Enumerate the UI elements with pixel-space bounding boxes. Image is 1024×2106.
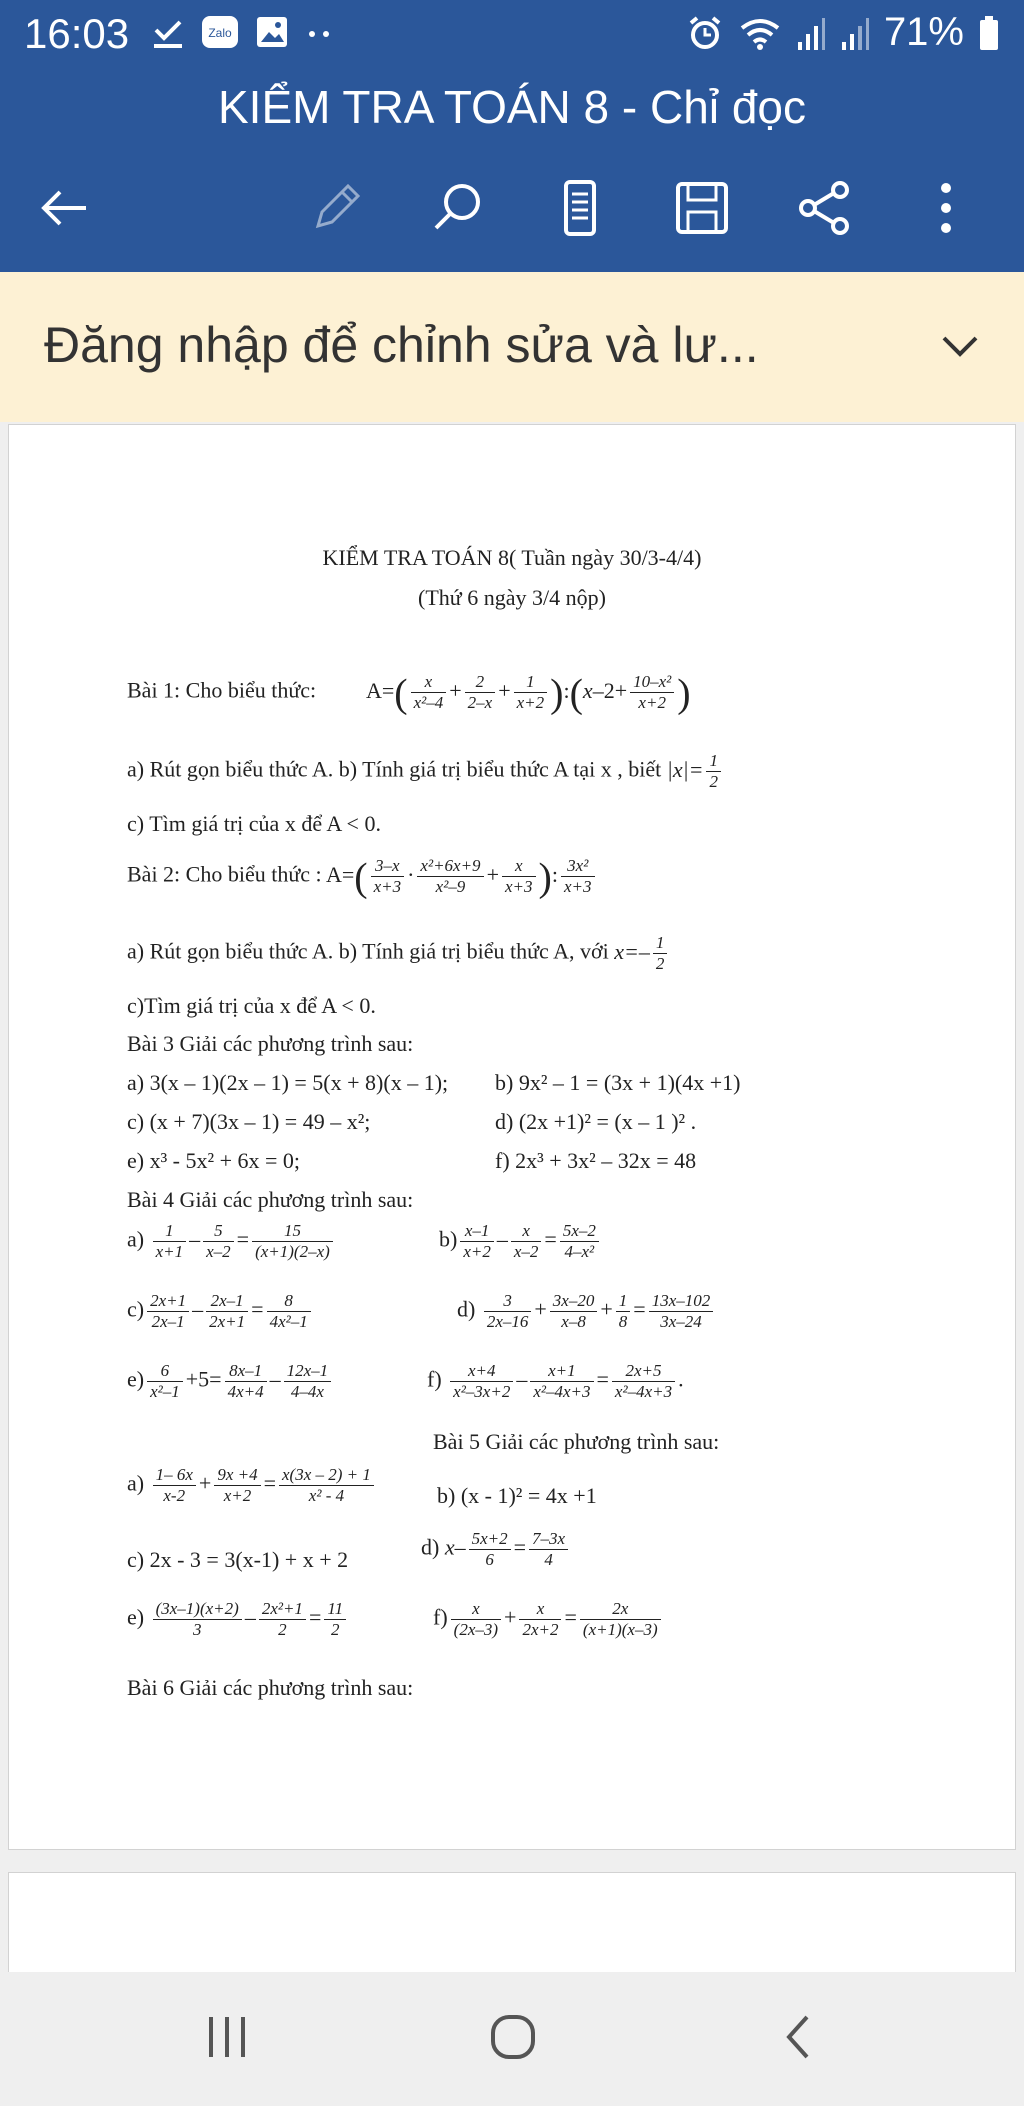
chevron-down-icon[interactable] (930, 316, 990, 376)
doc-subtitle: (Thứ 6 ngày 3/4 nộp) (418, 585, 606, 610)
more-notifications-icon (304, 14, 334, 50)
toolbar (0, 160, 1024, 252)
reading-view-button[interactable] (544, 172, 616, 244)
bai1-ab (127, 751, 724, 792)
search-button[interactable] (422, 172, 494, 244)
bai3-title: Bài 3 Giải các phương trình sau: (127, 1031, 414, 1056)
status-bar (0, 0, 1024, 68)
bai3-c: c) (x + 7)(3x – 1) = 49 – x²; (127, 1109, 371, 1134)
bai4-title: Bài 4 Giải các phương trình sau: (127, 1187, 414, 1212)
bai1-formula: A=( $\frac{x}{\text{x²–4}}$ + $\frac{2}{2-x}$ + $\frac{1}{x+2}$ ):(x–2+ $\frac{\text{10–x²}}{x+2}$ ) (365, 670, 691, 715)
bai1-a: a) Rút gọn biểu thức A. (127, 756, 334, 782)
mobile-view-icon (550, 178, 610, 238)
status-right (686, 10, 1000, 55)
bai2-c: c)Tìm giá trị của x để A < 0. (127, 993, 376, 1018)
back-arrow-icon (34, 178, 94, 238)
bai2-ab (127, 933, 670, 974)
bai5-d: d) x– $\frac{5x+2}{6}$ = $\frac{7-3x}{4}$ (421, 1529, 571, 1570)
signal-icon-2 (840, 14, 870, 52)
doc-title: KIỂM TRA TOÁN 8( Tuần ngày 30/3-4/4) (322, 545, 702, 570)
back-nav-icon (769, 2007, 829, 2067)
bai4-b: b) $\frac{x-1}{x+2}$ – $\frac{x}{x-2}$ = $\frac{5x-2}{\text{4–x²}}$ (439, 1221, 602, 1262)
more-options-button[interactable] (910, 172, 982, 244)
bai2-expression (127, 853, 598, 900)
search-icon (428, 178, 488, 238)
gallery-icon (254, 14, 290, 50)
document-title: KIỂM TRA TOÁN 8 - Chỉ đọc (218, 81, 806, 133)
bai5-c: c) 2x - 3 = 3(x-1) + x + 2 (127, 1547, 349, 1572)
recent-apps-icon (197, 2007, 257, 2067)
bai2-b: b) Tính giá trị biểu thức A, với (338, 938, 609, 964)
save-icon (672, 178, 732, 238)
battery-percent: 71% (883, 10, 964, 54)
sign-in-banner[interactable] (0, 272, 1024, 422)
bai2-label: Bài 2: Cho biểu thức : (127, 861, 322, 887)
alarm-icon (686, 14, 724, 52)
bai1-b-formula: |x|= $\frac{1}{2}$ (667, 757, 724, 782)
app-header (0, 0, 1024, 272)
bai3-b: b) 9x² – 1 = (3x + 1)(4x +1) (495, 1070, 741, 1095)
bai5-b: b) (x - 1)² = 4x +1 (437, 1483, 597, 1508)
document-page-2 (8, 1872, 1016, 1973)
sign-in-banner-text: Đăng nhập để chỉnh sửa và lư... (44, 317, 759, 373)
bai4-a: a) $\frac{1}{x+1}$ – $\frac{5}{x-2}$ = $\frac{15}{(x+1)(2-x)}$ (127, 1221, 336, 1262)
status-time: 16:03 (24, 10, 130, 57)
android-nav-bar (0, 1972, 1024, 2106)
wifi-icon (738, 14, 782, 52)
bai1-c: c) Tìm giá trị của x để A < 0. (127, 811, 381, 836)
pencil-icon (306, 178, 366, 238)
edit-button[interactable] (300, 172, 372, 244)
bai5-title: Bài 5 Giải các phương trình sau: (433, 1429, 720, 1454)
bai1-expression (127, 669, 691, 716)
bai5-f: f) $\frac{x}{(2x-3)}$ + $\frac{x}{2x+2}$ = $\frac{2x}{(x+1)(x-3)}$ (433, 1599, 664, 1640)
bai3-f: f) 2x³ + 3x² – 32x = 48 (495, 1148, 697, 1173)
bai4-e: e) $\frac{6}{\text{x²–1}}$ +5= $\frac{8x-1}{4x+4}$ – $\frac{12x-1}{4-4x}$ (127, 1361, 334, 1402)
battery-icon (978, 14, 1000, 52)
more-vertical-icon (916, 178, 976, 238)
save-button[interactable] (666, 172, 738, 244)
bai4-d: d) $\frac{3}{2x-16}$ + $\frac{3x-20}{x-8}$ + $\frac{1}{8}$ = $\frac{13x-102}{3x-24}$ (457, 1291, 716, 1332)
status-left-icons (150, 14, 334, 50)
zalo-icon (200, 14, 240, 50)
document-page (8, 424, 1016, 1850)
back-button[interactable] (28, 172, 100, 244)
share-icon (794, 178, 854, 238)
recent-apps-button[interactable] (192, 2002, 262, 2072)
bai2-a: a) Rút gọn biểu thức A. (127, 938, 334, 964)
bai3-d: d) (2x +1)² = (x – 1 )² . (495, 1109, 697, 1134)
download-check-icon (150, 14, 186, 50)
home-icon (483, 2007, 543, 2067)
bai1-b: b) Tính giá trị biểu thức A tại x , biết (338, 756, 662, 782)
bai4-c: c) $\frac{2x+1}{2x-1}$ – $\frac{2x-1}{2x+1}$ = $\frac{8}{\text{4x²–1}}$ (127, 1291, 314, 1332)
share-button[interactable] (788, 172, 860, 244)
bai3-e: e) x³ - 5x² + 6x = 0; (127, 1148, 301, 1173)
bai3-a: a) 3(x – 1)(2x – 1) = 5(x + 8)(x – 1); (127, 1070, 449, 1095)
back-nav-button[interactable] (764, 2002, 834, 2072)
bai4-f: f) $\frac{x+4}{\text{x²–3x+2}}$ – $\frac{x+1}{\text{x²–4x+3}}$ = $\frac{2x+5}{\text{x²–4x+3}}$ . (427, 1361, 684, 1401)
bai1-label: Bài 1: Cho biểu thức: (127, 677, 317, 703)
bai2-formula: A=( $\frac{3-x}{x+3}$ · $\frac{\text{x²+6x+9}}{\text{x²–9}}$ + $\frac{x}{x+3}$ ): $\frac{\text{3x²}}{x+3}$ (326, 862, 598, 887)
bai5-e: e) $\frac{(3x-1)(x+2)}{3}$ – $\frac{\text{2x²+1}}{2}$ = $\frac{11}{2}$ (127, 1599, 349, 1640)
svg-text:Zalo: Zalo (208, 26, 232, 40)
signal-icon-1 (796, 14, 826, 52)
bai6-title: Bài 6 Giải các phương trình sau: (127, 1675, 414, 1700)
bai2-b-formula: x=– $\frac{1}{2}$ (614, 939, 670, 964)
home-button[interactable] (478, 2002, 548, 2072)
bai5-a: a) $\frac{1- 6x}{x-2}$ + $\frac{9x +4}{x+2}$ = $\frac{x(3x - 2) + 1}{\text{x² - 4}}$ (127, 1465, 377, 1506)
